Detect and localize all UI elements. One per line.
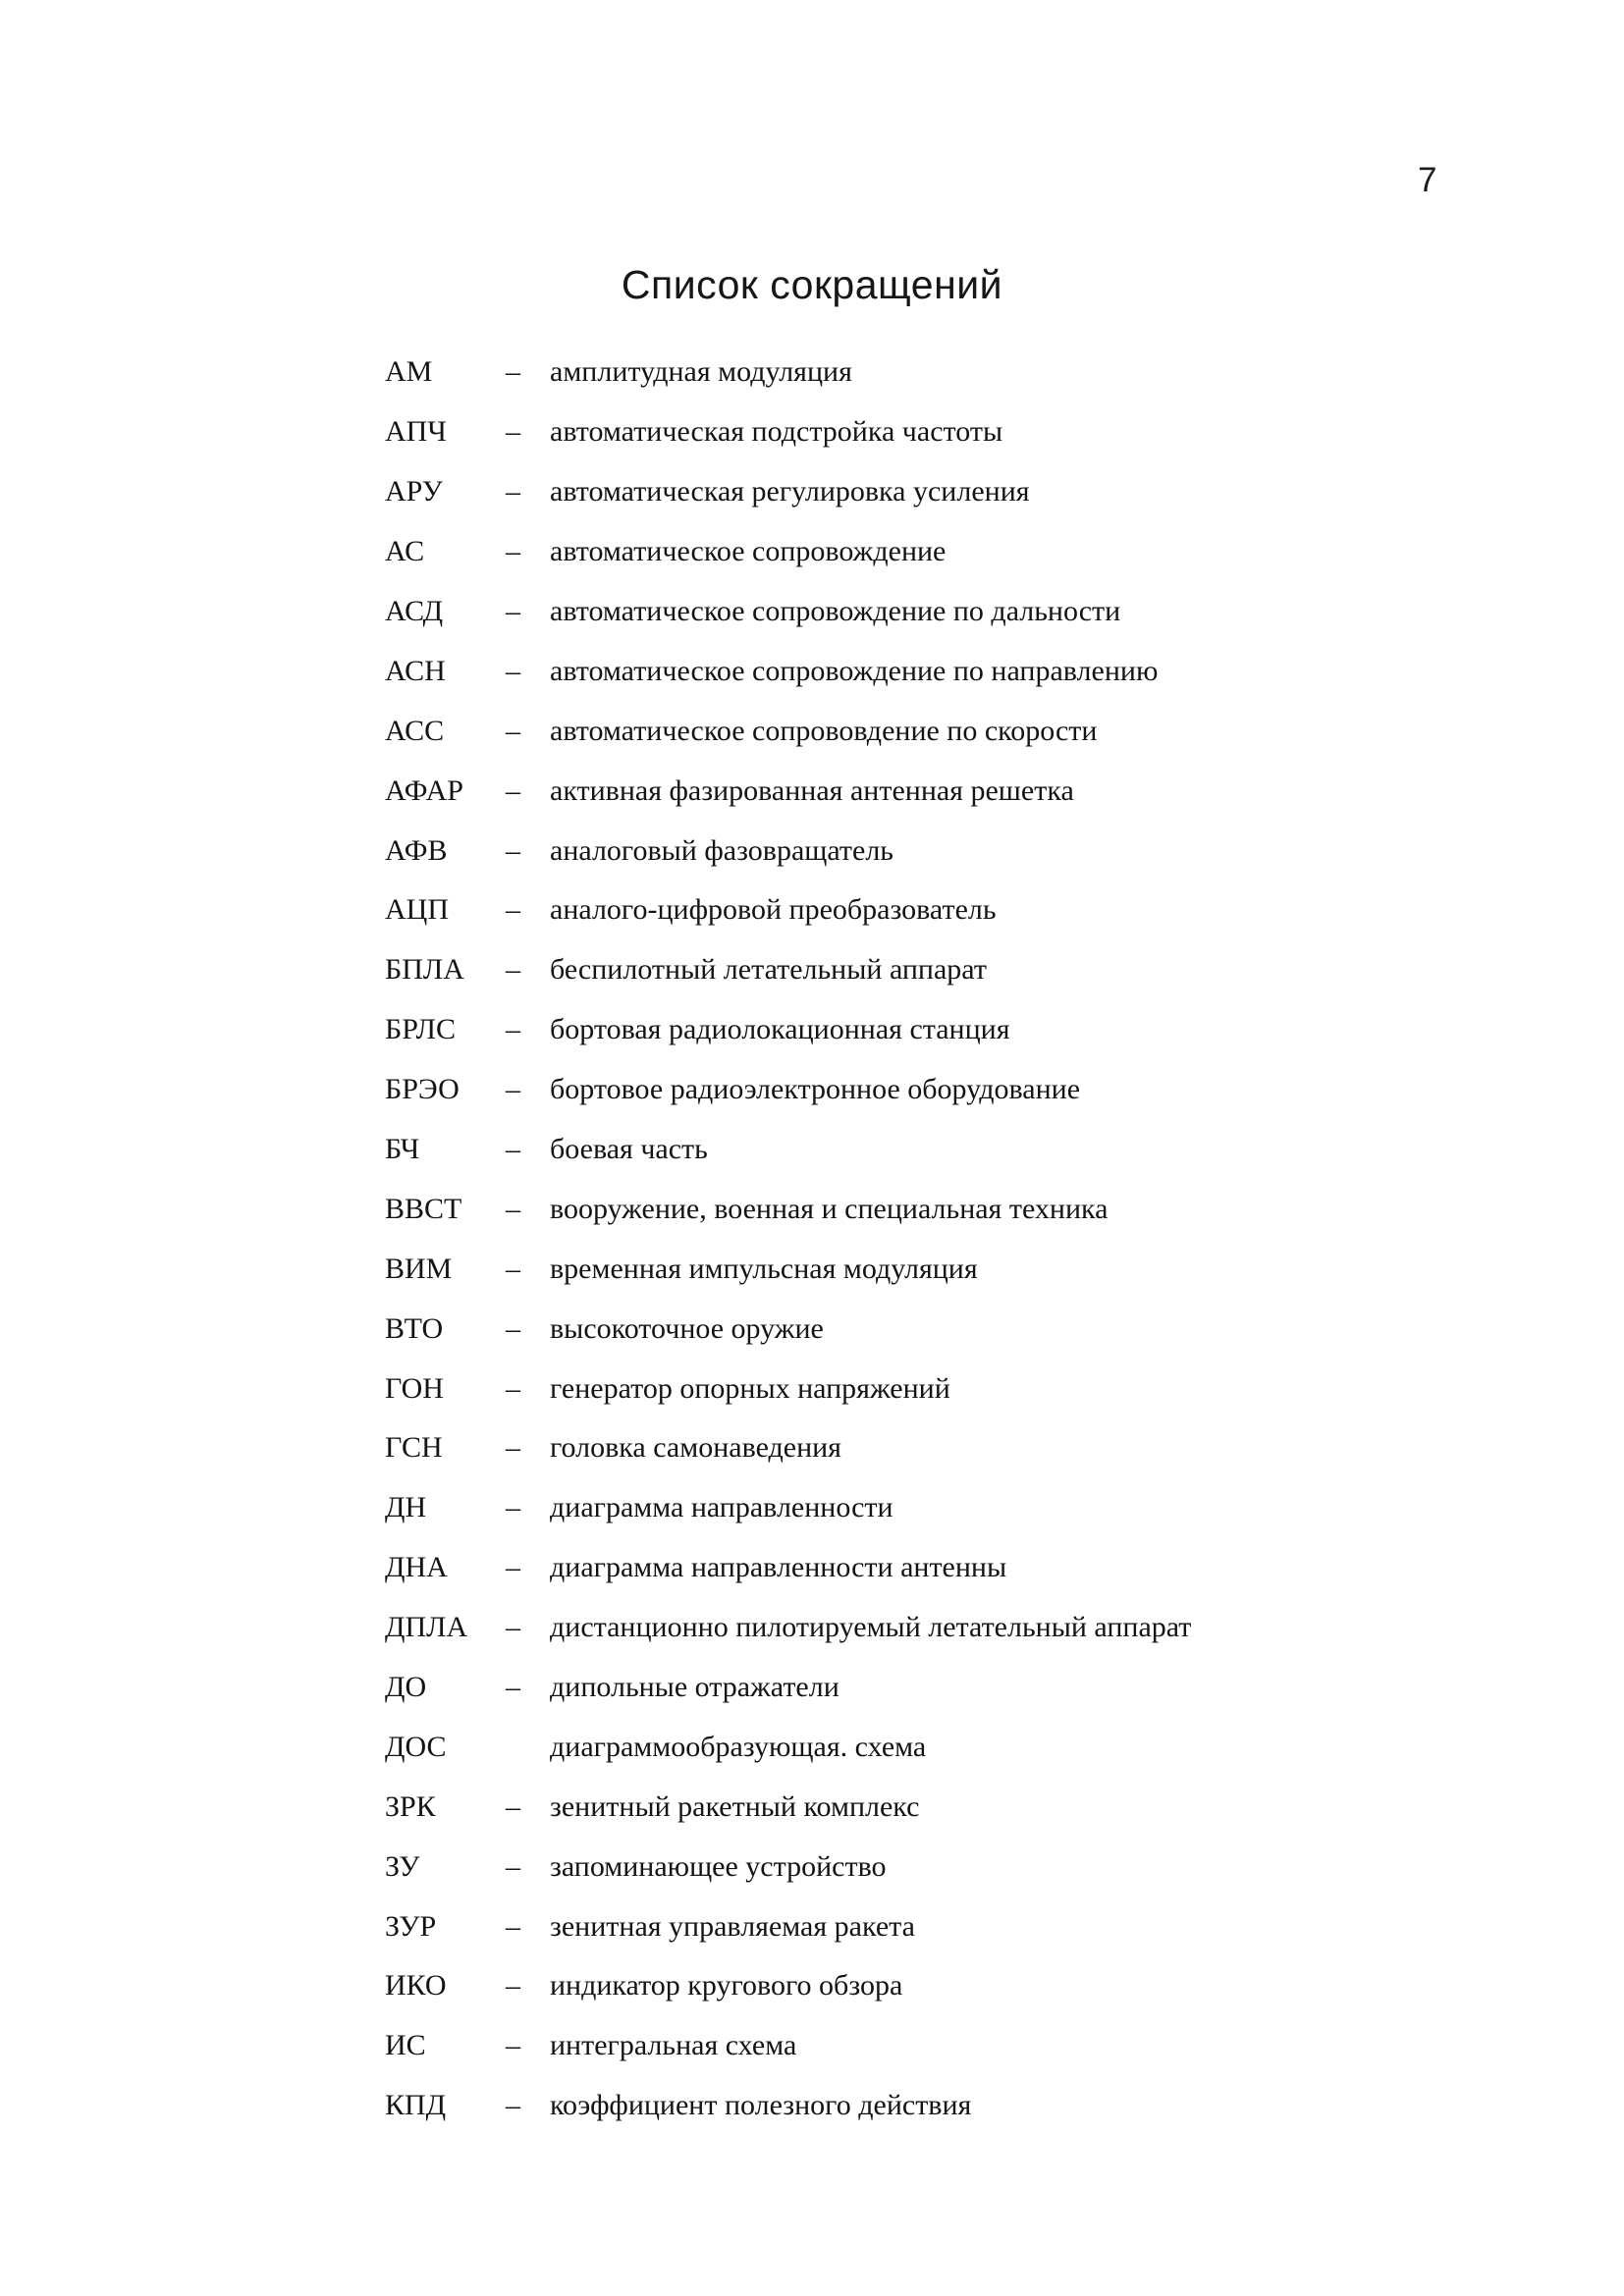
abbreviation-definition: диаграммообразующая. схема (550, 1730, 927, 1763)
abbreviation-definition: бортовое радиоэлектронное оборудование (550, 1073, 1081, 1106)
abbreviation-term: ГОН (385, 1371, 444, 1405)
abbreviation-dash: – (506, 893, 520, 927)
abbreviation-term: АЦП (385, 893, 449, 927)
abbreviation-term: ДНА (385, 1551, 448, 1584)
abbreviation-definition: амплитудная модуляция (550, 355, 852, 389)
abbreviation-term: ДО (385, 1671, 427, 1704)
abbreviation-definition: автоматическая подстройка частоты (550, 415, 1003, 449)
abbreviation-row (0, 582, 1624, 642)
abbreviation-dash: – (506, 833, 520, 867)
abbreviation-row (0, 402, 1624, 462)
abbreviation-dash: – (506, 1909, 520, 1943)
abbreviation-row (0, 1658, 1624, 1718)
abbreviation-term: ЗРК (385, 1789, 436, 1823)
abbreviation-definition: дипольные отражатели (550, 1671, 839, 1704)
abbreviation-term: БЧ (385, 1133, 420, 1166)
abbreviation-term: АФВ (385, 833, 448, 867)
abbreviation-term: БПЛА (385, 953, 464, 987)
abbreviation-dash: – (506, 535, 520, 568)
abbreviation-term: АРУ (385, 475, 443, 508)
abbreviation-row (0, 2016, 1624, 2076)
abbreviation-row (0, 1060, 1624, 1120)
abbreviation-term: ЗУ (385, 1849, 420, 1883)
abbreviation-dash: – (506, 654, 520, 687)
abbreviation-term: БРЭО (385, 1073, 460, 1106)
abbreviation-term: ВИМ (385, 1252, 453, 1285)
abbreviation-dash: – (506, 1551, 520, 1584)
page-title: Список сокращений (621, 262, 1003, 308)
abbreviation-list (0, 343, 1624, 2136)
abbreviation-dash: – (506, 1671, 520, 1704)
abbreviation-row (0, 2076, 1624, 2136)
abbreviation-dash: – (506, 953, 520, 987)
abbreviation-term: АФАР (385, 774, 463, 807)
abbreviation-row (0, 761, 1624, 821)
abbreviation-definition: высокоточное оружие (550, 1311, 824, 1345)
abbreviation-term: АС (385, 535, 425, 568)
abbreviation-row (0, 1717, 1624, 1777)
abbreviation-definition: аналого-цифровой преобразователь (550, 893, 997, 927)
abbreviation-row (0, 1956, 1624, 2016)
abbreviation-definition: интегральная схема (550, 2029, 797, 2062)
abbreviation-dash: – (506, 1013, 520, 1046)
abbreviation-definition: запоминающее устройство (550, 1849, 887, 1883)
abbreviation-dash: – (506, 415, 520, 449)
abbreviation-term: ИС (385, 2029, 426, 2062)
abbreviation-row (0, 1418, 1624, 1478)
abbreviation-definition: автоматическое сопровождение по дальности (550, 595, 1121, 627)
abbreviation-dash: – (506, 1133, 520, 1166)
abbreviation-definition: головка самонаведения (550, 1431, 841, 1465)
abbreviation-definition: зенитная управляемая ракета (550, 1909, 915, 1943)
abbreviation-dash: – (506, 1969, 520, 2002)
abbreviation-dash: – (506, 1311, 520, 1345)
abbreviation-term: АСН (385, 654, 446, 687)
abbreviation-definition: автоматическое сопровождение по направлению (550, 654, 1159, 687)
abbreviation-row (0, 1598, 1624, 1658)
abbreviation-definition: диаграмма направленности антенны (550, 1551, 1007, 1584)
abbreviation-definition: индикатор кругового обзора (550, 1969, 903, 2002)
abbreviation-row (0, 940, 1624, 1000)
abbreviation-dash: – (506, 1252, 520, 1285)
abbreviation-term: ДПЛА (385, 1611, 468, 1644)
abbreviation-row (0, 1896, 1624, 1956)
abbreviation-term: ИКО (385, 1969, 447, 2002)
abbreviation-definition: генератор опорных напряжений (550, 1371, 950, 1405)
abbreviation-row (0, 1538, 1624, 1598)
abbreviation-term: КПД (385, 2089, 447, 2122)
abbreviation-term: АСС (385, 714, 445, 747)
abbreviation-definition: автоматическая регулировка усиления (550, 475, 1030, 508)
abbreviation-dash: – (506, 475, 520, 508)
abbreviation-term: АПЧ (385, 415, 447, 449)
abbreviation-term: ГСН (385, 1431, 443, 1465)
abbreviation-definition: дистанционно пилотируемый летательный аппарат (550, 1611, 1192, 1644)
abbreviation-row (0, 701, 1624, 761)
abbreviation-definition: диаграмма направленности (550, 1491, 893, 1524)
abbreviation-definition: беспилотный летательный аппарат (550, 953, 987, 987)
abbreviation-row (0, 1299, 1624, 1359)
abbreviation-dash: – (506, 2029, 520, 2062)
abbreviation-dash: – (506, 1431, 520, 1465)
abbreviation-term: ВВСТ (385, 1192, 462, 1225)
abbreviation-row (0, 343, 1624, 402)
abbreviation-term: АМ (385, 355, 433, 389)
abbreviation-definition: боевая часть (550, 1133, 708, 1166)
abbreviation-dash: – (506, 2089, 520, 2122)
abbreviation-dash: – (506, 1073, 520, 1106)
abbreviation-row (0, 462, 1624, 522)
abbreviation-dash: – (506, 1789, 520, 1823)
abbreviation-term: ДН (385, 1491, 427, 1524)
abbreviation-dash: – (506, 774, 520, 807)
abbreviation-row (0, 1837, 1624, 1896)
page-number: 7 (1418, 161, 1437, 199)
abbreviation-dash: – (506, 595, 520, 627)
abbreviation-definition: коэффициент полезного действия (550, 2089, 972, 2122)
abbreviation-definition: активная фазированная антенная решетка (550, 774, 1074, 807)
abbreviation-definition: аналоговый фазовращатель (550, 833, 893, 867)
abbreviation-dash: – (506, 1192, 520, 1225)
abbreviation-dash: – (506, 1371, 520, 1405)
abbreviation-definition: автоматическое сопрововдение по скорости (550, 714, 1098, 747)
abbreviation-row (0, 1359, 1624, 1418)
abbreviation-row (0, 1000, 1624, 1060)
abbreviation-row (0, 641, 1624, 701)
abbreviation-dash: – (506, 714, 520, 747)
abbreviation-definition: бортовая радиолокационная станция (550, 1013, 1010, 1046)
abbreviation-row (0, 1478, 1624, 1538)
abbreviation-row (0, 522, 1624, 582)
abbreviation-row (0, 1777, 1624, 1837)
abbreviation-row (0, 881, 1624, 940)
abbreviation-row (0, 1239, 1624, 1299)
abbreviation-definition: автоматическое сопровождение (550, 535, 947, 568)
abbreviation-definition: зенитный ракетный комплекс (550, 1789, 920, 1823)
abbreviation-row (0, 1179, 1624, 1239)
abbreviation-dash: – (506, 355, 520, 389)
abbreviation-dash: – (506, 1611, 520, 1644)
abbreviation-dash: – (506, 1849, 520, 1883)
abbreviation-term: ЗУР (385, 1909, 437, 1943)
abbreviation-dash: – (506, 1491, 520, 1524)
abbreviation-row (0, 821, 1624, 881)
abbreviation-term: ВТО (385, 1311, 444, 1345)
abbreviation-definition: вооружение, военная и специальная техника (550, 1192, 1109, 1225)
abbreviation-row (0, 1120, 1624, 1180)
abbreviation-term: ДОС (385, 1730, 447, 1763)
abbreviation-definition: временная импульсная модуляция (550, 1252, 978, 1285)
abbreviation-term: АСД (385, 595, 444, 627)
abbreviation-term: БРЛС (385, 1013, 457, 1046)
